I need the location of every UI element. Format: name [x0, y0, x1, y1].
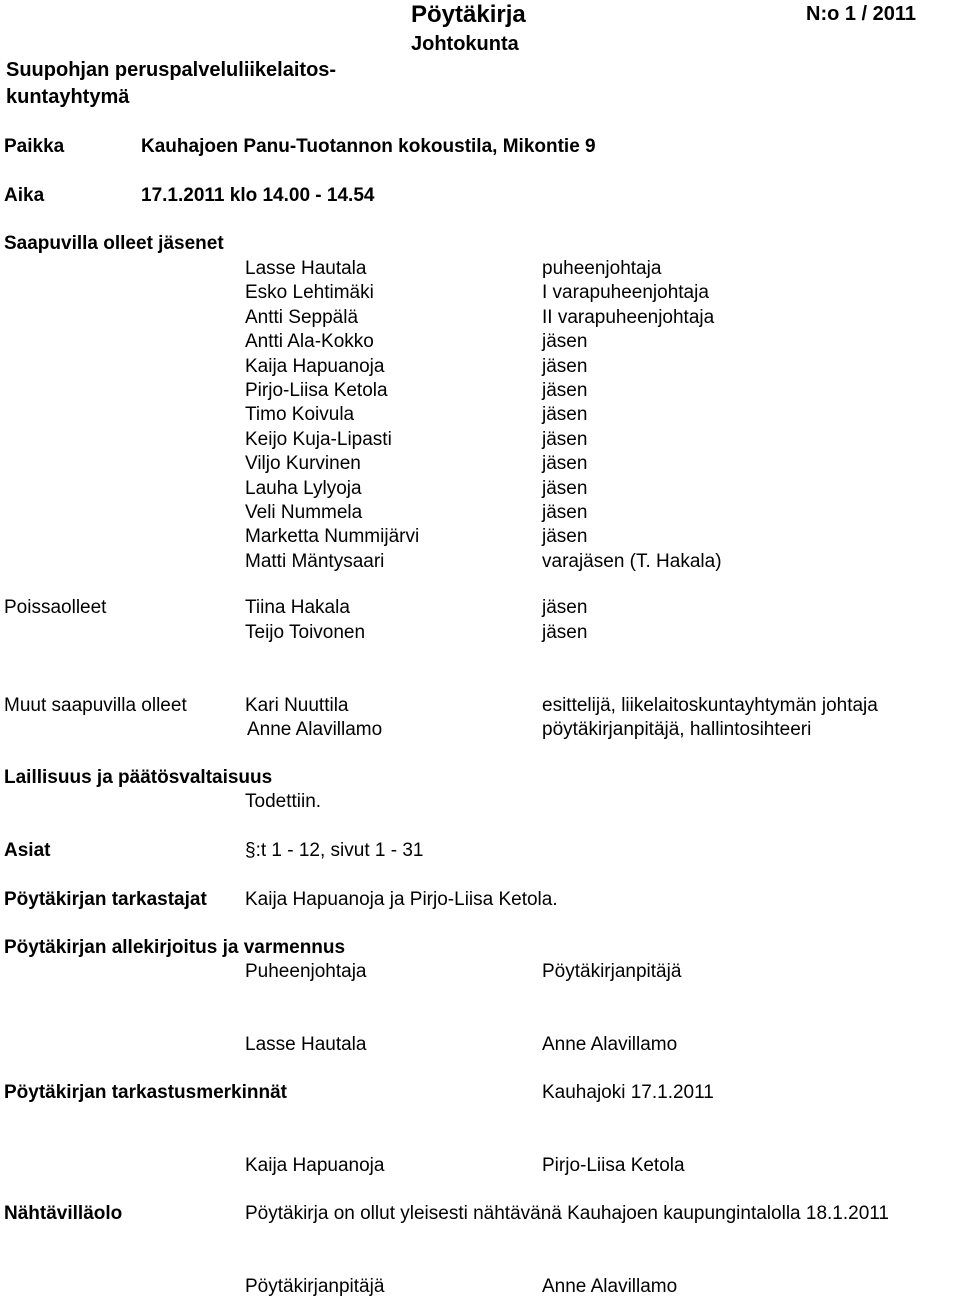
member-row	[0, 428, 960, 452]
other-name: Kari Nuuttila	[245, 695, 349, 716]
public-display-text: Pöytäkirja on ollut yleisesti nähtävänä Kauhajoen kaupungintalolla 18.1.2011	[245, 1203, 889, 1224]
absent-name: Tiina Hakala	[245, 597, 350, 618]
document-subtitle: Johtokunta	[411, 33, 519, 55]
public-display-signer-title: Pöytäkirjanpitäjä	[245, 1276, 385, 1297]
absent-label: Poissaolleet	[4, 597, 107, 618]
member-name: Keijo Kuja-Lipasti	[245, 428, 392, 450]
member-row	[0, 281, 960, 305]
inspection-label: Pöytäkirjan tarkastusmerkinnät	[4, 1082, 288, 1103]
member-row	[0, 525, 960, 549]
member-name: Esko Lehtimäki	[245, 282, 374, 304]
member-row	[0, 330, 960, 354]
absent-role: jäsen	[542, 622, 588, 643]
absent-role: jäsen	[542, 597, 588, 618]
matters-label: Asiat	[4, 840, 51, 861]
member-row	[0, 501, 960, 525]
member-row	[0, 477, 960, 501]
member-name: Lasse Hautala	[245, 258, 367, 279]
present-label: Saapuvilla olleet jäsenet	[4, 233, 224, 254]
member-role: jäsen	[542, 404, 588, 426]
time-value: 17.1.2011 klo 14.00 - 14.54	[141, 185, 375, 206]
secretary-name: Anne Alavillamo	[542, 1034, 678, 1055]
time-label: Aika	[4, 185, 45, 206]
member-name: Lauha Lylyoja	[245, 477, 362, 499]
member-name: Veli Nummela	[245, 501, 363, 523]
member-row	[0, 379, 960, 403]
public-display-label: Nähtävilläolo	[4, 1203, 123, 1224]
others-label: Muut saapuvilla olleet	[4, 695, 187, 716]
member-role: puheenjohtaja	[542, 258, 662, 279]
inspection-place-date: Kauhajoki 17.1.2011	[542, 1082, 714, 1103]
member-name: Pirjo-Liisa Ketola	[245, 379, 388, 401]
inspectors-label: Pöytäkirjan tarkastajat	[4, 889, 207, 910]
member-role: jäsen	[542, 501, 588, 523]
present-members-list	[0, 257, 960, 574]
member-role: jäsen	[542, 428, 588, 450]
member-row	[0, 257, 960, 281]
member-role: jäsen	[542, 453, 588, 475]
member-name: Antti Ala-Kokko	[245, 331, 374, 353]
inspector-name: Kaija Hapuanoja	[245, 1155, 385, 1176]
member-role: jäsen	[542, 331, 588, 353]
member-name: Timo Koivula	[245, 404, 355, 426]
member-role: I varapuheenjohtaja	[542, 282, 709, 304]
inspectors-value: Kaija Hapuanoja ja Pirjo-Liisa Ketola.	[245, 889, 558, 910]
member-row	[0, 550, 960, 574]
inspector-name: Pirjo-Liisa Ketola	[542, 1155, 685, 1176]
absent-name: Teijo Toivonen	[245, 622, 366, 643]
matters-value: §:t 1 - 12, sivut 1 - 31	[245, 840, 424, 861]
public-display-signer-name: Anne Alavillamo	[542, 1276, 678, 1297]
secretary-title: Pöytäkirjanpitäjä	[542, 961, 682, 982]
other-role: esittelijä, liikelaitoskuntayhtymän johtaja	[542, 695, 878, 716]
member-row	[0, 355, 960, 379]
member-role: jäsen	[542, 526, 588, 548]
member-role: jäsen	[542, 355, 588, 377]
place-label: Paikka	[4, 136, 65, 157]
signatures-label: Pöytäkirjan allekirjoitus ja varmennus	[4, 937, 346, 958]
chair-title: Puheenjohtaja	[245, 961, 367, 982]
legality-value: Todettiin.	[245, 791, 322, 812]
member-row	[0, 403, 960, 427]
other-name: Anne Alavillamo	[247, 719, 383, 740]
legality-label: Laillisuus ja päätösvaltaisuus	[4, 767, 273, 788]
member-role: jäsen	[542, 477, 588, 499]
member-row	[0, 452, 960, 476]
other-role: pöytäkirjanpitäjä, hallintosihteeri	[542, 719, 812, 740]
place-value: Kauhajoen Panu-Tuotannon kokoustila, Mikontie 9	[141, 136, 596, 157]
member-role: varajäsen (T. Hakala)	[542, 550, 722, 572]
member-role: II varapuheenjohtaja	[542, 306, 715, 328]
member-name: Viljo Kurvinen	[245, 453, 361, 475]
member-name: Antti Seppälä	[245, 306, 359, 328]
document-number: N:o 1 / 2011	[806, 3, 917, 25]
member-name: Matti Mäntysaari	[245, 550, 385, 572]
organization-name: Suupohjan peruspalveluliikelaitos-kuntayhtymä	[6, 59, 337, 108]
document-title: Pöytäkirja	[411, 1, 526, 28]
member-row	[0, 306, 960, 330]
chair-name: Lasse Hautala	[245, 1034, 367, 1055]
member-name: Kaija Hapuanoja	[245, 355, 385, 377]
member-role: jäsen	[542, 379, 588, 401]
member-name: Marketta Nummijärvi	[245, 526, 420, 548]
